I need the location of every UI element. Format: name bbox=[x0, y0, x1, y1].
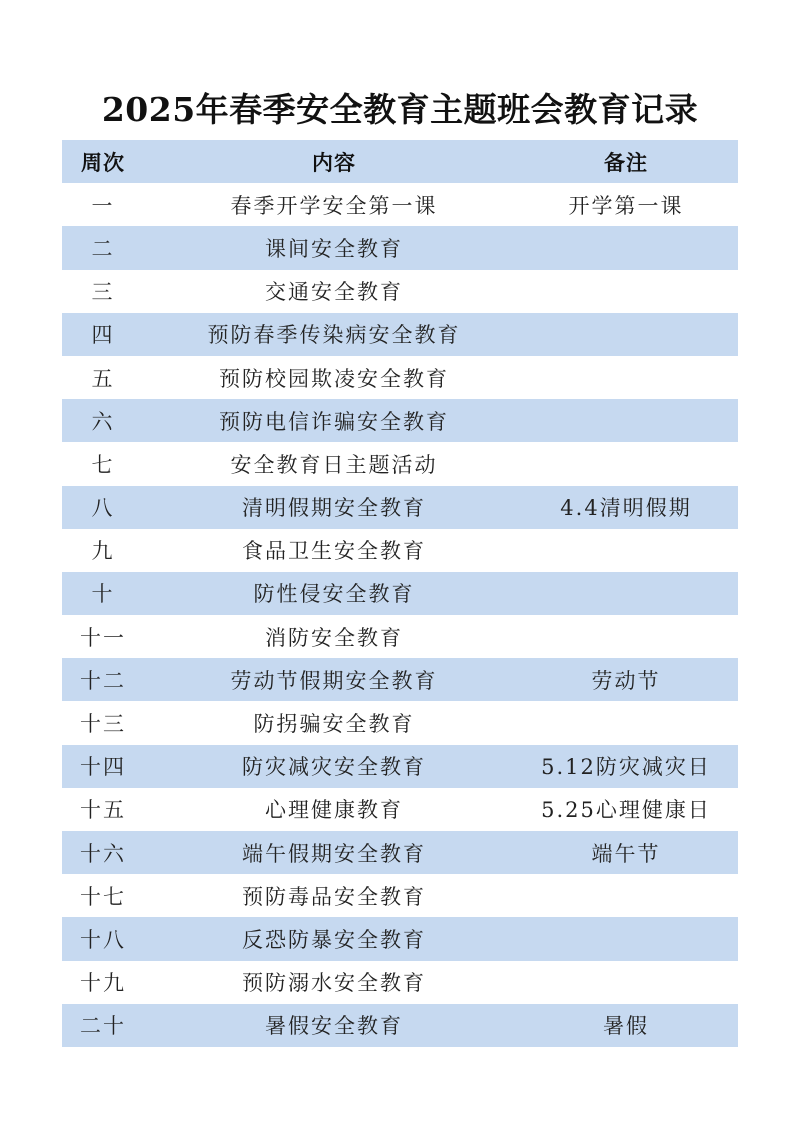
cell-content: 安全教育日主题活动 bbox=[230, 452, 438, 477]
cell-content: 交通安全教育 bbox=[265, 280, 403, 305]
cell-content: 端午假期安全教育 bbox=[242, 841, 426, 866]
table-row bbox=[62, 788, 738, 831]
cell-week: 十六 bbox=[80, 841, 126, 866]
cell-week: 十二 bbox=[80, 668, 126, 693]
cell-week: 七 bbox=[91, 452, 115, 477]
cell-content: 反恐防暴安全教育 bbox=[242, 927, 426, 952]
cell-content: 消防安全教育 bbox=[265, 625, 403, 650]
cell-week: 二 bbox=[91, 236, 115, 261]
table-row bbox=[62, 486, 738, 529]
cell-week: 十八 bbox=[80, 927, 126, 952]
table-row bbox=[62, 615, 738, 658]
cell-content: 预防溺水安全教育 bbox=[242, 971, 426, 996]
table-row bbox=[62, 745, 738, 788]
cell-week: 十三 bbox=[80, 712, 126, 737]
cell-note: 开学第一课 bbox=[568, 193, 684, 218]
cell-week: 十七 bbox=[80, 884, 126, 909]
cell-content: 清明假期安全教育 bbox=[242, 496, 426, 521]
table-row bbox=[62, 399, 738, 442]
table-row bbox=[62, 183, 738, 226]
cell-content: 课间安全教育 bbox=[265, 236, 403, 261]
cell-week: 二十 bbox=[80, 1014, 126, 1039]
cell-content: 心理健康教育 bbox=[265, 798, 403, 823]
cell-week: 一 bbox=[91, 193, 115, 218]
cell-content: 预防校园欺凌安全教育 bbox=[219, 366, 449, 391]
table-row bbox=[62, 442, 738, 485]
cell-content: 劳动节假期安全教育 bbox=[230, 668, 438, 693]
cell-week: 十 bbox=[91, 582, 115, 607]
cell-week: 六 bbox=[91, 409, 115, 434]
cell-content: 预防电信诈骗安全教育 bbox=[219, 409, 449, 434]
page-title: 2025年春季安全教育主题班会教育记录 bbox=[101, 90, 699, 129]
table-row bbox=[62, 226, 738, 269]
cell-week: 十九 bbox=[80, 971, 126, 996]
cell-week: 四 bbox=[91, 323, 115, 348]
cell-content: 预防毒品安全教育 bbox=[242, 884, 426, 909]
table-row bbox=[62, 658, 738, 701]
header-note: 备注 bbox=[604, 150, 648, 175]
cell-content: 防拐骗安全教育 bbox=[253, 712, 415, 737]
table-row bbox=[62, 831, 738, 874]
table-row bbox=[62, 917, 738, 960]
table-row bbox=[62, 529, 738, 572]
table-header bbox=[62, 140, 738, 183]
header-content: 内容 bbox=[312, 150, 356, 175]
cell-week: 五 bbox=[91, 366, 115, 391]
cell-content: 预防春季传染病安全教育 bbox=[207, 323, 461, 348]
cell-content: 食品卫生安全教育 bbox=[242, 539, 426, 564]
cell-note: 5.12防灾减灾日 bbox=[541, 755, 711, 780]
table-row bbox=[62, 701, 738, 744]
cell-week: 九 bbox=[91, 539, 115, 564]
cell-note: 暑假 bbox=[603, 1014, 649, 1039]
cell-note: 端午节 bbox=[591, 841, 661, 866]
table-row bbox=[62, 313, 738, 356]
cell-week: 十四 bbox=[80, 755, 126, 780]
table-row bbox=[62, 270, 738, 313]
cell-content: 防性侵安全教育 bbox=[253, 582, 415, 607]
table-row bbox=[62, 356, 738, 399]
header-week: 周次 bbox=[81, 150, 125, 175]
table-row bbox=[62, 961, 738, 1004]
cell-week: 十五 bbox=[80, 798, 126, 823]
table-row bbox=[62, 572, 738, 615]
cell-note: 劳动节 bbox=[591, 668, 661, 693]
cell-week: 八 bbox=[91, 496, 115, 521]
cell-note: 4.4清明假期 bbox=[560, 496, 692, 521]
table-row bbox=[62, 1004, 738, 1047]
cell-content: 春季开学安全第一课 bbox=[230, 193, 438, 218]
cell-content: 防灾减灾安全教育 bbox=[242, 755, 426, 780]
table-body bbox=[62, 183, 738, 1047]
table-row bbox=[62, 874, 738, 917]
cell-week: 十一 bbox=[80, 625, 126, 650]
cell-content: 暑假安全教育 bbox=[265, 1014, 403, 1039]
cell-note: 5.25心理健康日 bbox=[541, 798, 711, 823]
cell-week: 三 bbox=[91, 280, 115, 305]
schedule-table bbox=[62, 140, 738, 1047]
